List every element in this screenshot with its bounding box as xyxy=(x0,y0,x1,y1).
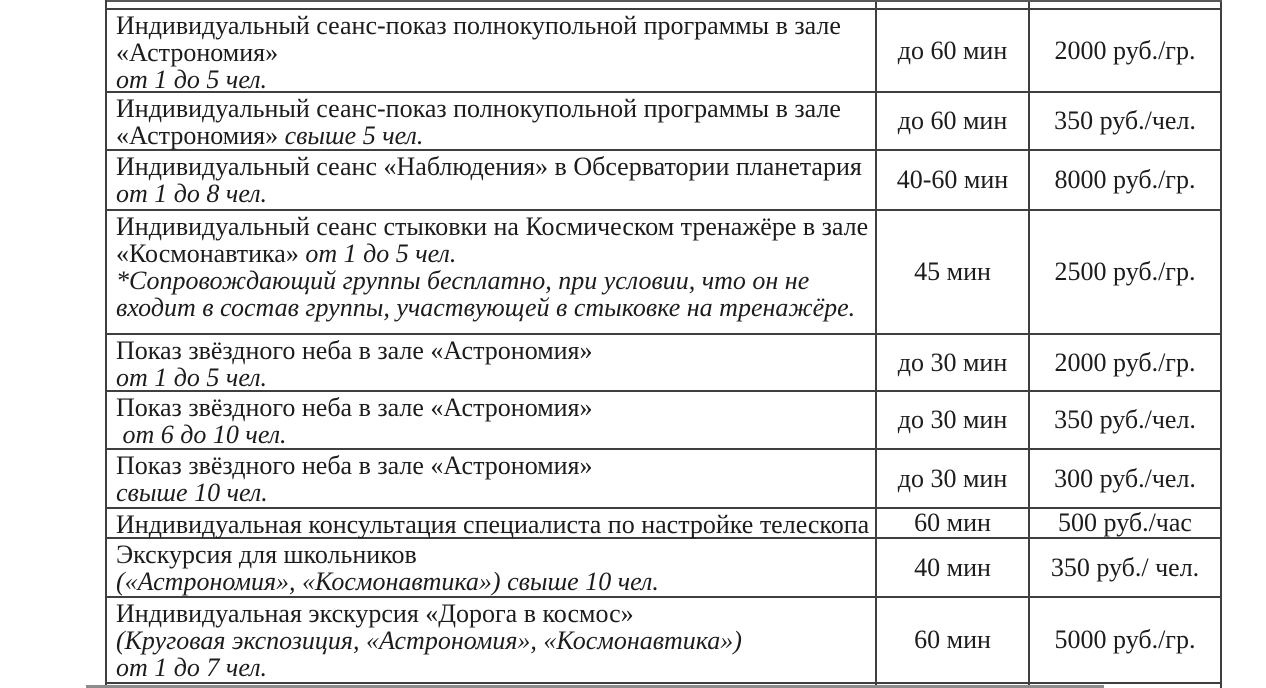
empty-cell xyxy=(107,2,877,8)
service-cell xyxy=(107,10,877,94)
table-row xyxy=(107,509,1222,539)
service-cell xyxy=(107,539,877,596)
service-text-line xyxy=(116,122,869,149)
table-row-partial-top xyxy=(107,0,1222,10)
service-text: Индивидуальный сеанс-показ полнокупольной программы в зале xyxy=(116,94,841,123)
service-text: Индивидуальный сеанс стыковки на Космическом тренажёре в зале xyxy=(116,212,869,241)
service-text-line xyxy=(116,95,869,122)
price-cell: 350 руб./ чел. xyxy=(1030,539,1222,596)
service-text: Показ звёздного неба в зале «Астрономия» xyxy=(116,451,593,480)
service-cell xyxy=(107,598,877,682)
service-text-line xyxy=(116,337,869,364)
service-text-line xyxy=(116,541,869,568)
service-text: Индивидуальный сеанс «Наблюдения» в Обсерватории планетария xyxy=(116,152,862,181)
empty-cell xyxy=(877,2,1030,8)
service-text-line xyxy=(116,213,869,240)
table-row xyxy=(107,598,1222,684)
service-text-line xyxy=(116,452,869,479)
service-text: Индивидуальная консультация специалиста по настройке телескопа xyxy=(116,510,870,539)
table-row xyxy=(107,335,1222,392)
service-text-line xyxy=(116,627,869,654)
service-text: Экскурсия для школьников xyxy=(116,540,417,569)
service-text: Показ звёздного неба в зале «Астрономия» xyxy=(116,393,593,422)
service-text-line xyxy=(116,394,869,421)
service-text-italic: *Сопровождающий группы бесплатно, при условии, что он не xyxy=(116,266,810,295)
service-text-line xyxy=(116,364,869,391)
duration-cell: до 30 мин xyxy=(877,450,1030,507)
service-text-italic: свыше 10 чел. xyxy=(116,478,268,507)
service-cell xyxy=(107,151,877,209)
price-cell: 350 руб./чел. xyxy=(1030,93,1222,149)
service-text-line xyxy=(116,600,869,627)
duration-cell: 60 мин xyxy=(877,509,1030,537)
price-cell: 300 руб./чел. xyxy=(1030,450,1222,507)
service-cell xyxy=(107,392,877,448)
service-text: Показ звёздного неба в зале «Астрономия» xyxy=(116,336,593,365)
service-text-line xyxy=(116,267,869,294)
service-text: «Космонавтика» xyxy=(116,239,306,268)
price-cell: 350 руб./чел. xyxy=(1030,392,1222,448)
table-row xyxy=(107,211,1222,335)
pricing-table xyxy=(105,0,1222,688)
service-text: Индивидуальная экскурсия «Дорога в космос» xyxy=(116,599,634,628)
service-text-italic: от 1 до 7 чел. xyxy=(116,653,268,682)
table-row xyxy=(107,10,1222,93)
service-text-line xyxy=(116,39,869,66)
price-cell: 2000 руб./гр. xyxy=(1030,10,1222,91)
service-text-line xyxy=(116,294,869,321)
service-text: «Астрономия» xyxy=(116,121,285,150)
service-text-italic: свыше 5 чел. xyxy=(284,121,424,150)
service-text-line xyxy=(116,421,869,448)
service-text-line xyxy=(116,12,869,39)
duration-cell: 60 мин xyxy=(877,598,1030,682)
service-text-line xyxy=(116,180,869,207)
table-row xyxy=(107,151,1222,211)
service-text-line xyxy=(116,66,869,93)
duration-cell: 40-60 мин xyxy=(877,151,1030,209)
service-text-line xyxy=(116,568,869,595)
table-row xyxy=(107,450,1222,509)
table-row xyxy=(107,93,1222,151)
service-cell xyxy=(107,509,877,537)
service-text-line xyxy=(116,153,869,180)
price-cell: 500 руб./час xyxy=(1030,509,1222,537)
service-text-italic: от 1 до 5 чел. xyxy=(116,363,268,392)
price-cell: 2500 руб./гр. xyxy=(1030,211,1222,333)
service-text-italic: («Астрономия», «Космонавтика») свыше 10 чел. xyxy=(116,567,659,596)
empty-cell xyxy=(1030,2,1222,8)
table-row xyxy=(107,392,1222,450)
duration-cell: до 60 мин xyxy=(877,10,1030,91)
service-text-italic: от 1 до 5 чел. xyxy=(305,239,457,268)
price-cell: 8000 руб./гр. xyxy=(1030,151,1222,209)
duration-cell: 45 мин xyxy=(877,211,1030,333)
duration-cell: 40 мин xyxy=(877,539,1030,596)
service-text-line xyxy=(116,479,869,506)
service-text: «Астрономия» xyxy=(116,38,279,67)
service-text-italic: (Круговая экспозиция, «Астрономия», «Космонавтика») xyxy=(116,626,742,655)
duration-cell: до 30 мин xyxy=(877,335,1030,390)
service-cell xyxy=(107,211,877,333)
service-text-italic: от 6 до 10 чел. xyxy=(116,420,287,449)
service-text-italic: входит в состав группы, участвующей в стыковке на тренажёре. xyxy=(116,293,856,322)
service-text-italic: от 1 до 8 чел. xyxy=(116,179,268,208)
duration-cell: до 60 мин xyxy=(877,93,1030,149)
price-cell: 5000 руб./гр. xyxy=(1030,598,1222,682)
duration-cell: до 30 мин xyxy=(877,392,1030,448)
service-cell xyxy=(107,450,877,507)
pricing-table-rows xyxy=(107,10,1222,684)
service-text-line xyxy=(116,240,869,267)
service-text: Индивидуальный сеанс-показ полнокупольной программы в зале xyxy=(116,11,841,40)
service-cell xyxy=(107,93,877,149)
price-cell: 2000 руб./гр. xyxy=(1030,335,1222,390)
service-cell xyxy=(107,335,877,390)
table-row xyxy=(107,539,1222,598)
service-text-italic: от 1 до 5 чел. xyxy=(116,65,268,94)
service-text-line xyxy=(116,511,869,538)
service-text-line xyxy=(116,654,869,681)
